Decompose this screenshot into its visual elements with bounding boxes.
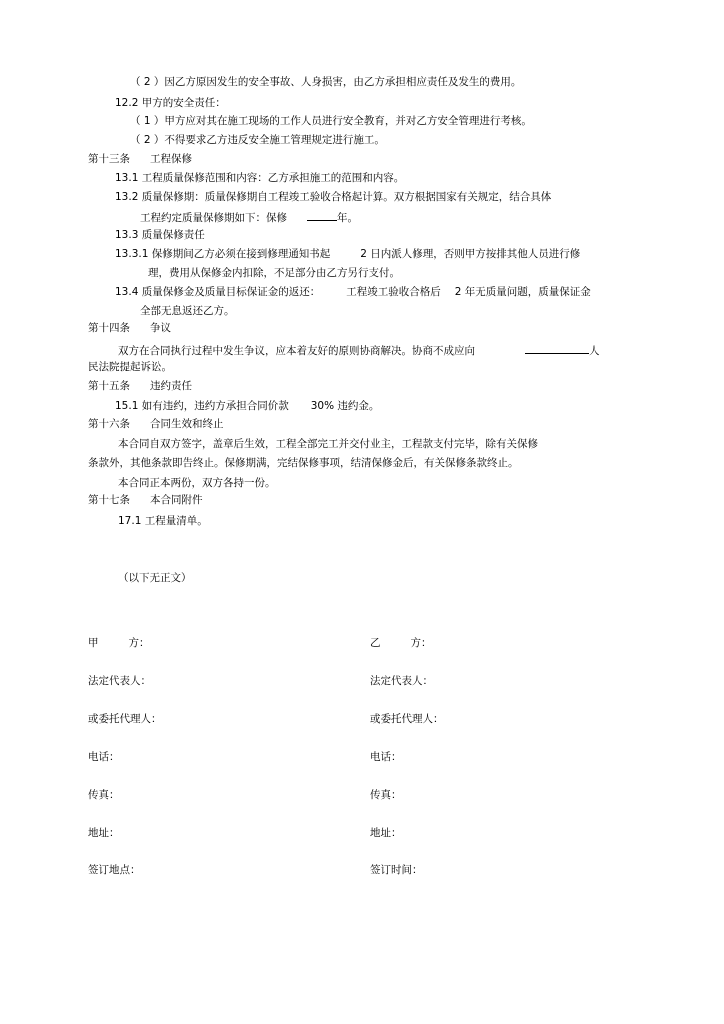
article-15-title: 违约责任 <box>150 380 192 392</box>
article-15-heading <box>88 379 192 393</box>
party-a-label-2: 方： <box>128 637 150 649</box>
clause-12-2-2: （ 2 ）不得要求乙方违反安全施工管理规定进行施工。 <box>130 134 385 146</box>
clause-17-1: 17.1 工程量清单。 <box>118 515 208 527</box>
clause-12-1-2: （ 2 ）因乙方原因发生的安全事故、人身损害，由乙方承担相应责任及发生的费用。 <box>130 76 522 88</box>
party-b-phone: 电话： <box>370 751 402 763</box>
clause-13-3-1 <box>115 247 580 261</box>
clause-13-1: 13.1 工程质量保修范围和内容：乙方承担施工的范围和内容。 <box>115 172 405 184</box>
party-b-legal-rep: 法定代表人： <box>370 675 433 687</box>
clause-13-2-cont <box>140 209 358 225</box>
clause-13-3-1-part1: 13.3.1 保修期间乙方必须在接到修理通知书起 <box>115 248 331 260</box>
clause-13-4-part1: 13.4 质量保修金及质量目标保证金的返还： <box>115 286 321 298</box>
party-a-legal-rep: 法定代表人： <box>88 675 151 687</box>
party-b-label-1: 乙 <box>370 637 381 649</box>
clause-15-1-part2: 30% 违约金。 <box>310 400 380 412</box>
clause-15-1 <box>115 399 379 413</box>
article-15-number: 第十五条 <box>88 380 130 392</box>
sign-place: 签订地点： <box>88 864 141 876</box>
sign-time: 签订时间： <box>370 864 423 876</box>
clause-12-2-heading: 12.2 甲方的安全责任： <box>115 97 226 109</box>
warranty-years-blank <box>307 209 337 221</box>
article-17-number: 第十七条 <box>88 494 130 506</box>
clause-13-3-1-cont: 理，费用从保修金内扣除，不足部分由乙方另行支付。 <box>148 267 400 279</box>
article-14-title: 争议 <box>150 322 171 334</box>
article-17-heading <box>88 493 203 507</box>
end-of-text-note: （以下无正文） <box>118 572 192 584</box>
years-unit: 年。 <box>337 212 358 224</box>
article-14-text-part2: 人 <box>589 345 600 357</box>
article-14-text-cont: 民法院提起诉讼。 <box>88 361 172 373</box>
article-16-heading <box>88 417 224 431</box>
article-16-title: 合同生效和终止 <box>150 418 224 430</box>
clause-13-3-1-part2: 2 日内派人修理，否则甲方按排其他人员进行修 <box>360 248 581 260</box>
party-b-label <box>370 636 432 650</box>
article-13-heading <box>88 152 192 166</box>
clause-13-4-part2: 工程竣工验收合格后 <box>346 286 441 298</box>
clause-15-1-part1: 15.1 如有违约，违约方承担合同价款 <box>115 400 289 412</box>
article-14-number: 第十四条 <box>88 322 130 334</box>
party-a-agent: 或委托代理人： <box>88 713 162 725</box>
party-a-label-1: 甲 <box>88 637 99 649</box>
clause-13-3: 13.3 质量保修责任 <box>115 229 205 241</box>
article-13-number: 第十三条 <box>88 153 130 165</box>
clause-13-2-cont-text: 工程约定质量保修期如下：保修 <box>140 212 287 224</box>
article-16-number: 第十六条 <box>88 418 130 430</box>
party-b-agent: 或委托代理人： <box>370 713 444 725</box>
article-13-title: 工程保修 <box>150 153 192 165</box>
article-14-text-part1: 双方在合同执行过程中发生争议，应本着友好的原则协商解决。协商不成应向 <box>118 345 475 357</box>
article-14-text <box>118 342 600 358</box>
article-14-heading <box>88 321 171 335</box>
court-blank <box>525 342 589 354</box>
party-a-address: 地址： <box>88 827 120 839</box>
clause-13-4-part3: 2 年无质量问题，质量保证金 <box>454 286 591 298</box>
party-a-phone: 电话： <box>88 751 120 763</box>
clause-13-4 <box>115 285 591 299</box>
clause-13-4-cont: 全部无息返还乙方。 <box>140 305 235 317</box>
clause-13-2: 13.2 质量保修期：质量保修期自工程竣工验收合格起计算。双方根据国家有关规定，结合具体 <box>115 191 552 203</box>
party-b-address: 地址： <box>370 827 402 839</box>
clause-12-2-1: （ 1 ）甲方应对其在施工现场的工作人员进行安全教育，并对乙方安全管理进行考核。 <box>130 115 532 127</box>
article-16-text-cont: 条款外，其他条款即告终止。保修期满，完结保修事项，结清保修金后，有关保修条款终止。 <box>88 457 519 469</box>
article-16-text: 本合同自双方签字，盖章后生效，工程全部完工并交付业主，工程款支付完毕，除有关保修 <box>118 438 538 450</box>
party-b-label-2: 方： <box>410 637 432 649</box>
party-a-label <box>88 636 150 650</box>
article-16-copies: 本合同正本两份，双方各持一份。 <box>118 477 276 489</box>
party-b-fax: 传真： <box>370 789 402 801</box>
party-a-fax: 传真： <box>88 789 120 801</box>
article-17-title: 本合同附件 <box>150 494 203 506</box>
